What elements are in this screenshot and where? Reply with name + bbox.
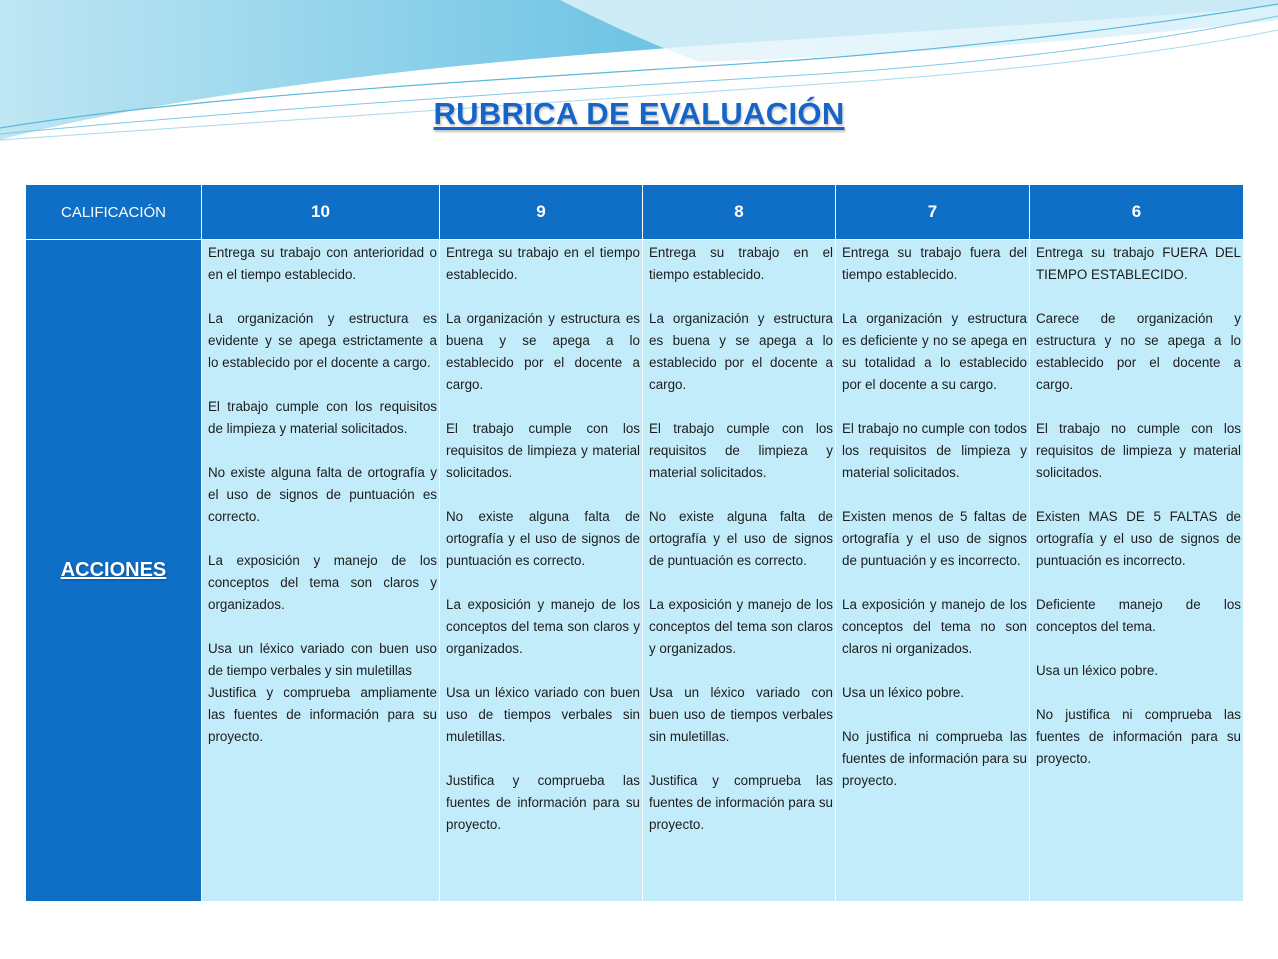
- header-label: CALIFICACIÓN: [26, 185, 202, 240]
- score-8: 8: [643, 185, 836, 240]
- criterion: La exposición y manejo de los conceptos del tema son claros y organizados.: [208, 553, 437, 612]
- criterion: Usa un léxico variado con buen uso de tiempos verbales sin muletillas.: [649, 685, 833, 744]
- criterion: Carece de organización y estructura y no se apega a lo establecido por el docente a cargo.: [1036, 311, 1241, 392]
- criterion: Justifica y comprueba ampliamente las fuentes de información para su proyecto.: [208, 685, 437, 744]
- header-row: [26, 185, 1244, 240]
- criterion: Entrega su trabajo FUERA DEL TIEMPO ESTABLECIDO.: [1036, 245, 1241, 282]
- criterion: Entrega su trabajo en el tiempo establecido.: [446, 245, 640, 282]
- criterion: La exposición y manejo de los conceptos del tema son claros y organizados.: [649, 597, 833, 656]
- wave-decoration: [0, 0, 1278, 170]
- score-9: 9: [440, 185, 643, 240]
- criterion: Entrega su trabajo en el tiempo establecido.: [649, 245, 833, 282]
- criteria-cell-7: [836, 240, 1030, 902]
- criteria-cell-6: [1030, 240, 1244, 902]
- criterion: El trabajo cumple con los requisitos de limpieza y material solicitados.: [649, 421, 833, 480]
- criterion: El trabajo cumple con los requisitos de limpieza y material solicitados.: [446, 421, 640, 480]
- criterion: El trabajo no cumple con todos los requisitos de limpieza y material solicitados.: [842, 421, 1027, 480]
- criterion: Entrega su trabajo fuera del tiempo establecido.: [842, 245, 1027, 282]
- criterion: No justifica ni comprueba las fuentes de información para su proyecto.: [1036, 707, 1241, 766]
- criterion: La organización y estructura es buena y se apega a lo establecido por el docente a cargo.: [649, 311, 833, 392]
- criterion: No existe alguna falta de ortografía y el uso de signos de puntuación es correcto.: [208, 465, 437, 524]
- criterion: Existen MAS DE 5 FALTAS de ortografía y el uso de signos de puntuación es incorrecto.: [1036, 509, 1241, 568]
- criterion: La exposición y manejo de los conceptos del tema son claros y organizados.: [446, 597, 640, 656]
- score-6: 6: [1030, 185, 1244, 240]
- criteria-cell-9: [440, 240, 643, 902]
- criterion: El trabajo no cumple con los requisitos de limpieza y material solicitados.: [1036, 421, 1241, 480]
- criterion: No existe alguna falta de ortografía y el uso de signos de puntuación es correcto.: [649, 509, 833, 568]
- criteria-cell-10: [202, 240, 440, 902]
- criterion: Usa un léxico pobre.: [842, 685, 965, 700]
- criterion: Existen menos de 5 faltas de ortografía y el uso de signos de puntuación y es incorrecto.: [842, 509, 1027, 568]
- score-7: 7: [836, 185, 1030, 240]
- criterion: La exposición y manejo de los conceptos del tema no son claros ni organizados.: [842, 597, 1027, 656]
- criterion: Usa un léxico variado con buen uso de tiempo verbales y sin muletillas: [208, 641, 437, 678]
- criterion: Justifica y comprueba las fuentes de información para su proyecto.: [649, 773, 833, 832]
- criterion: No existe alguna falta de ortografía y el uso de signos de puntuación es correcto.: [446, 509, 640, 568]
- rubric-table: [25, 184, 1244, 902]
- table-row: [26, 240, 1244, 902]
- page-title: RUBRICA DE EVALUACIÓN: [433, 96, 845, 131]
- criterion: Justifica y comprueba las fuentes de información para su proyecto.: [446, 773, 640, 832]
- criterion: La organización y estructura es buena y se apega a lo establecido por el docente a cargo.: [446, 311, 640, 392]
- criterion: La organización y estructura es evidente y se apega estrictamente a lo establecido por el docente a cargo.: [208, 311, 437, 370]
- score-10: 10: [202, 185, 440, 240]
- criterion: La organización y estructura es deficiente y no se apega en su totalidad a lo establecido por el docente a su cargo.: [842, 311, 1027, 392]
- criterion: Deficiente manejo de los conceptos del tema.: [1036, 597, 1241, 634]
- criterion: El trabajo cumple con los requisitos de limpieza y material solicitados.: [208, 399, 437, 436]
- row-label: ACCIONES: [26, 240, 202, 902]
- criterion: Usa un léxico variado con buen uso de tiempos verbales sin muletillas.: [446, 685, 640, 744]
- criterion: No justifica ni comprueba las fuentes de información para su proyecto.: [842, 729, 1027, 788]
- criterion: Entrega su trabajo con anterioridad o en el tiempo establecido.: [208, 245, 437, 282]
- criteria-cell-8: [643, 240, 836, 902]
- criterion: Usa un léxico pobre.: [1036, 663, 1159, 678]
